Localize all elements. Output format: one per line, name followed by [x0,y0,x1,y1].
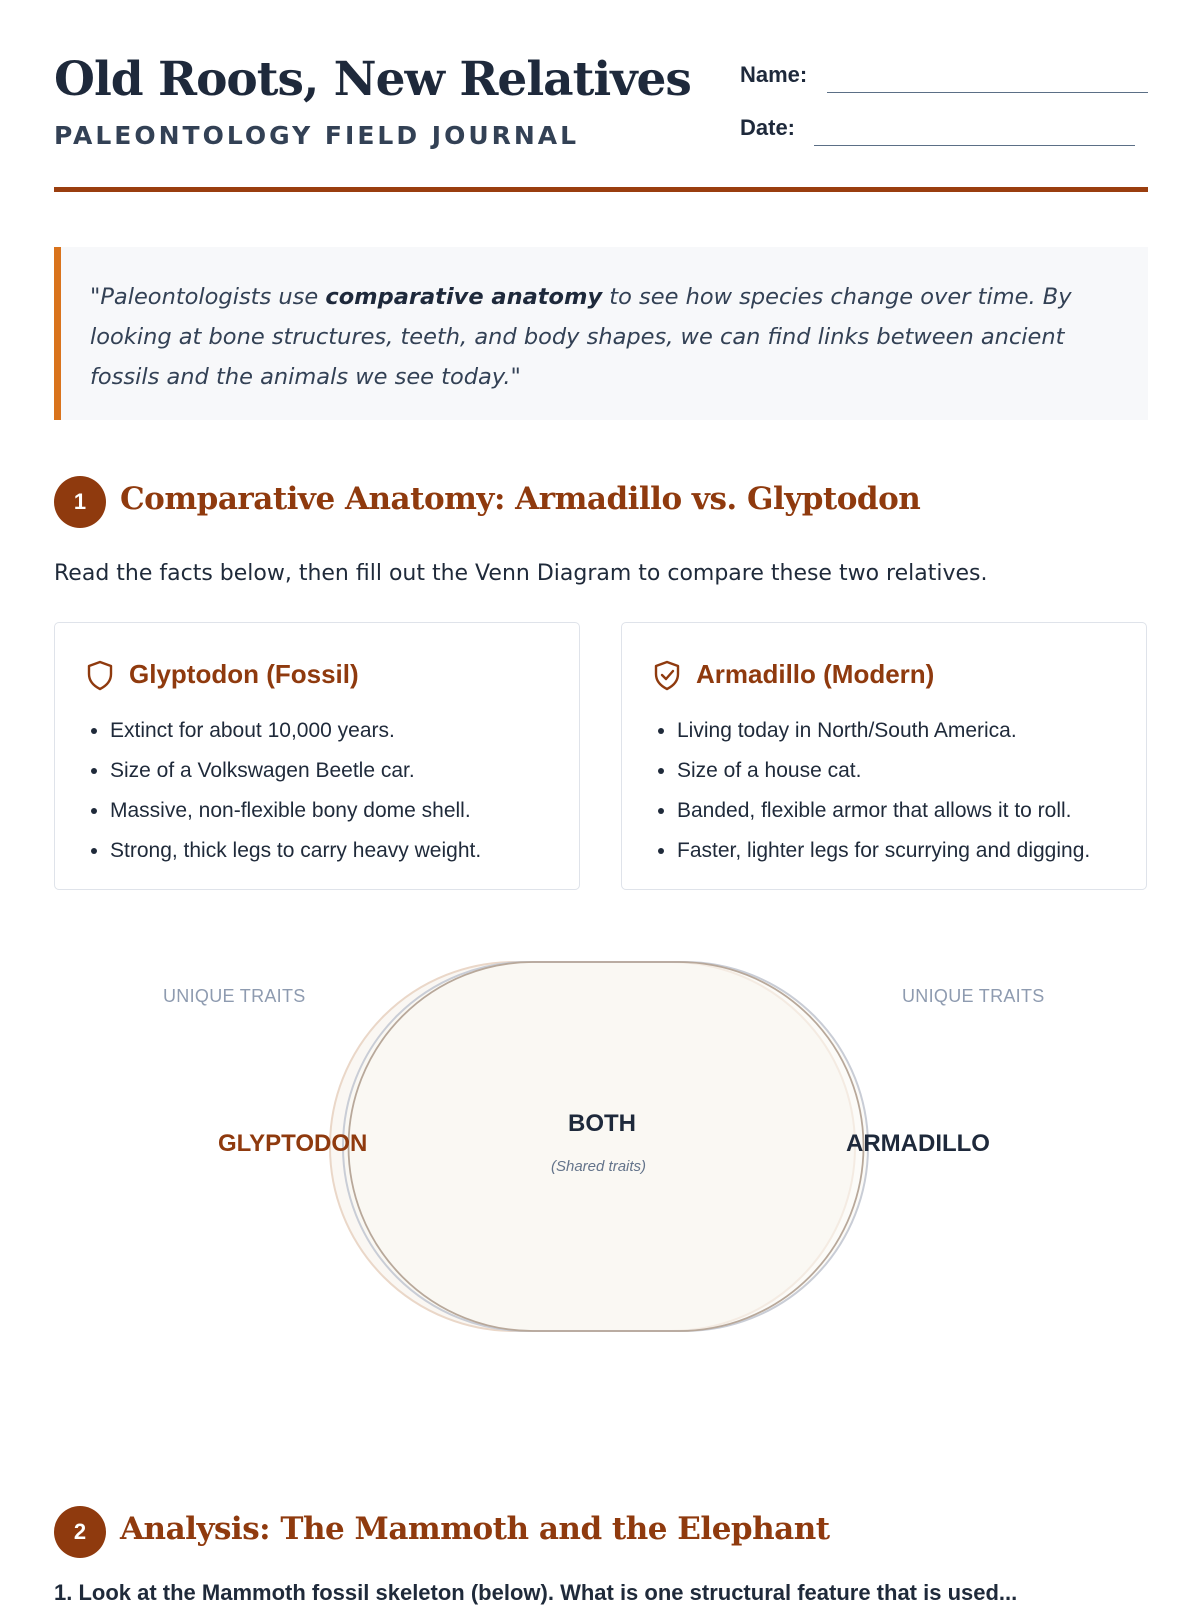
shield-check-icon [652,659,682,691]
fact-item: • Living today in North/South America. [677,711,1090,751]
worksheet-header [54,0,1148,194]
armadillo-card-title: Armadillo (Modern) [696,659,935,689]
venn-glyptodon-label: GLYPTODON [218,1130,368,1157]
quote-text [90,277,1100,397]
quote-text-end: to see how species change over time. By looking at bone structures, teeth, and body shapes, we can find links between ancient fossils and the animals we see today." [90,284,1072,390]
fact-item: • Faster, lighter legs for scurrying and digging. [677,831,1090,871]
fact-item: • Strong, thick legs to carry heavy weight. [110,831,481,871]
glyptodon-facts [81,711,481,871]
section-2-title: Analysis: The Mammoth and the Elephant [120,1511,830,1547]
intro-quote [54,247,1148,420]
venn-armadillo-circle [343,962,868,1331]
venn-both-label: BOTH [568,1110,636,1137]
glyptodon-card [54,622,580,890]
header-divider [54,187,1148,192]
venn-left-unique-label: UNIQUE TRAITS [163,986,306,1006]
shield-icon [85,659,115,691]
venn-right-unique-label: UNIQUE TRAITS [902,986,1045,1006]
section-1-badge: 1 [54,476,106,528]
name-field[interactable] [827,92,1148,93]
fact-item: • Size of a house cat. [677,751,1090,791]
armadillo-card [621,622,1147,890]
venn-diagram[interactable] [0,950,1200,1340]
glyptodon-card-title: Glyptodon (Fossil) [129,659,359,689]
venn-shared-sublabel: (Shared traits) [551,1158,647,1175]
fact-item: • Size of a Volkswagen Beetle car. [110,751,481,791]
venn-shapes [0,950,1200,1340]
quote-emphasis: comparative anatomy [325,284,603,310]
fact-item: • Extinct for about 10,000 years. [110,711,481,751]
venn-armadillo-label: ARMADILLO [846,1130,990,1157]
section-2-question: 1. Look at the Mammoth fossil skeleton (below). What is one structural feature that is used... [54,1580,1018,1605]
section-2-badge: 2 [54,1506,106,1558]
page-title: Old Roots, New Relatives [54,52,691,107]
section-1-title: Comparative Anatomy: Armadillo vs. Glyptodon [120,481,921,517]
section-1-instructions: Read the facts below, then fill out the Venn Diagram to compare these two relatives. [54,561,988,586]
date-field[interactable] [814,145,1135,146]
name-label: Name: [740,62,808,87]
fact-item: • Banded, flexible armor that allows it to roll. [677,791,1090,831]
armadillo-facts [648,711,1090,871]
page-subtitle: PALEONTOLOGY FIELD JOURNAL [54,121,580,150]
date-label: Date: [740,115,796,140]
fact-item: • Massive, non-flexible bony dome shell. [110,791,481,831]
quote-text-start: "Paleontologists use [90,284,326,310]
